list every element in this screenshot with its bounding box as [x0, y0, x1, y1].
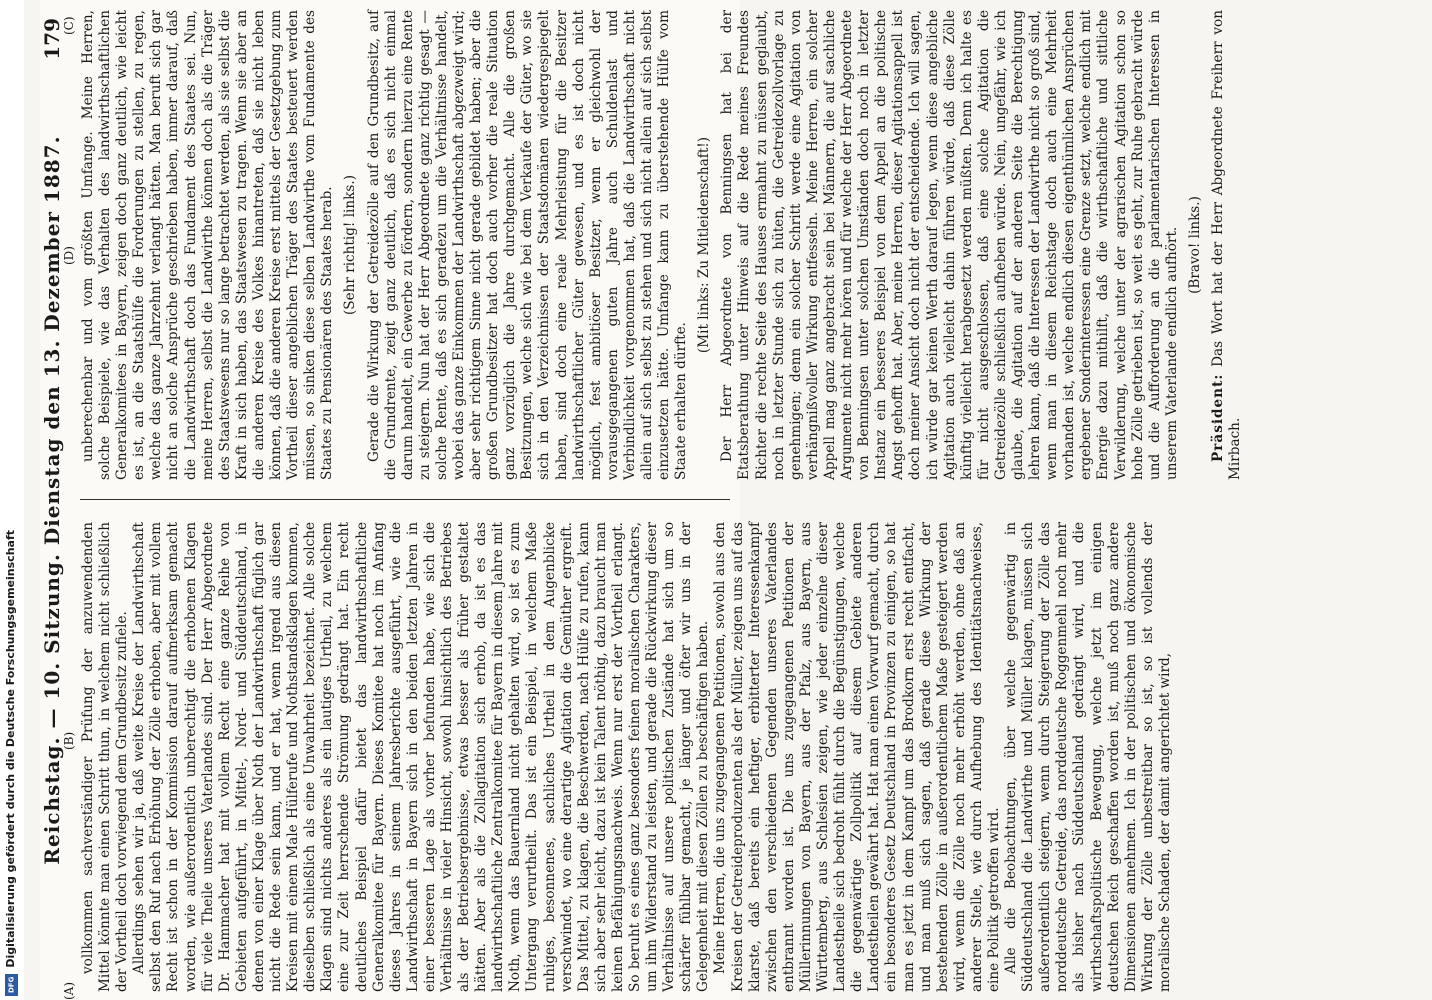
paragraph: Der Herr Abgeordnete von Benningsen hat bei der Etatsberathung unter Hinweis auf die Rede meines Freundes Richter die rechte Seite des Hauses ermahnt zu müssen geglaubt, noch in letzter Stunde sich zu hüten, die Getreidezollvorlage zu genehmigen; denn ein solcher Schritt werde eine Agitation von verhängnißvoller Wirkung entfesseln. Meine Herren, ein solcher Appell mag ganz angebracht sein bei Männern, die auf sachliche Argumente nicht mehr hören und für welche der Herr Abgeordnete von Benningsen unter solchen Umständen doch noch in letzter Instanz ein besseres Beispiel von dem Appell an die politische Angst gehofft hat. Aber, meine Herren, dieser Agitationsappell ist doch meiner Ansicht doch nicht der entscheidende. Ich will sagen, ich würde gar keinen Werth darauf legen, wenn diese angebliche Agitation auch vielleicht dahin führen würde, daß diese Zölle künftig vielleicht herabgesetzt werden müßten. Denn ich halte es für nicht ausgeschlossen, daß eine solche Agitation die Getreidezölle schließlich aufheben würde. Nein, ungefähr, wie ich glaube, die Agitation auf der anderen Seite die Berechtigung lehren kann, daß die Interessen der Landwirthe nicht so groß sind, wenn man in diesem Reichstage doch auch eine Mehrheit vorhanden ist, welche endlich diesen eigenthümlichen Ansprüchen ergebener Sonderinteressen eine Grenze setzt, welche endlich mit Energie dazu mithilft, daß die wirthschaftliche und sittliche Verwilderung, welche unter der agrarischen Agitation schon so hohe Zölle getrieben ist, so weit es geht, zur Ruhe gebracht würde und die Aufforderung an die parlamentarischen Interessen in unserem Vaterlande endlich aufhört.	[719, 10, 1180, 480]
running-title: Reichstag. — 10. Sitzung. Dienstag den 13. Dezember 1887.	[40, 135, 64, 865]
interjection: (Bravo! links.)	[1186, 196, 1203, 294]
paragraph: Alle die Beobachtungen, über welche gegenwärtig in Süddeutschland die Landwirthe und Müller klagen, müssen sich außerordentlich steigern, wenn durch Steigerung der Zölle das norddeutsche Getreide, das norddeutsche Roggenmehl noch mehr als bisher nach Süddeutschland gedrängt wird, und die wirthschaftspolitische Bewegung, welche jetzt im einigen deutschen Reich geschaffen worden ist, muß noch ganz andere Dimensionen annehmen. Ich in der politischen und ökonomische Wirkung der Zölle unbestreitbar so ist, so ist vollends der moralische Schaden, der damit angerichtet wird,	[1003, 522, 1173, 992]
dfg-logo: DFG	[5, 974, 18, 996]
paragraph: unberechenbar und vom größten Umfange. Meine Herren, solche Beispiele, wie das Verhalten des landwirthschaftlichen Generalkomitees in Bayern, zeigen doch ganz deutlich, wie leicht es ist, an die Staatshülfe die Forderungen zu stellen, zu regen, welche das ganze Jahrzehnt verlangt hätten. Man beruft sich gar nicht an solche Ansprüche geschrieben haben, immer darauf, daß die Landwirthschaft doch das Fundament des Staates sei. Nun, meine Herren, selbst die Landwirthe können doch als die Träger des Staatswesens nur so lange betrachtet werden, als sie selbst die Kraft in sich haben, das Staatswesen zu tragen. Wenn sie aber an die anderen Kreise des Volkes hinantreten, daß sie nicht leben können, daß die anderen Kreise erst mittels der Gesetzgebung zum Vortheil dieser angeblichen Träger des Staates besteuert werden müssen, so sinken diese selben Landwirthe vom Fundamente des Staates zu Pensionären des Staates herab.	[80, 10, 336, 480]
margin-marker-b: (B)	[62, 731, 76, 750]
paragraph: Allerdings sehen wir ja, daß weite Kreise der Landwirthschaft selbst den Ruf nach Erhöhung der Zölle erhoben, aber mit vollem Recht ist schon in der Kommission darauf aufmerksam gemacht worden, wie außerordentlich unberechtigt die erhobenen Klagen für viele Theile unseres Vaterlandes sind. Der Herr Abgeordnete Dr. Hammacher hat mit vollem Recht eine ganze Reihe von Gebieten aufgeführt, in Mittel-, Nord- und Süddeutschland, in denen von einer Klage über Noth der Landwirthschaft füglich gar nicht die Rede sein kann, und er hat, wenn irgend aus diesen Kreisen mit einem Male Hülferufe und Nothstandsklagen kommen, dieselben schließlich als eine Unwahrheit bezeichnet. Alle solche Klagen sind nichts anderes als ein lautiges Urtheil, zu welchem eine zur Zeit herrschende Strömung gedrängt hat. Ein recht deutliches Beispiel dafür bietet das landwirthschaftliche Generalkomitee für Bayern. Dieses Komitee hat noch im Anfang dieses Jahres in seinem Jahresberichte ausgeführt, wie die Landwirthschaft in Bayern sich in den beiden letzten Jahren in einer besseren Lage als vorher befunden habe, wie sich die Verhältnisse in vieler Hinsicht, sowohl hinsichtlich des Betriebes als der Betriebsergebnisse, etwas besser als früher gestaltet hätten. Aber als die Zollagitation sich erhob, da ist es das landwirthschaftliche Zentralkomitee für Bayern in diesem Jahre mit Noth, wenn das Bauernland nicht gehalten wird, so ist es zum Untergang verurtheilt. Das ist ein Beispiel, in welchem Maße ruhiges, besonnenes, sachliches Urtheil in dem Augenblicke verschwindet, wo eine derartige Agitation die Gemüther ergreift. Das Mittel, zu klagen, die Beschwerden, nach Hülfe zu rufen, kann sich aber sehr leicht, dazu ist kein Talent nöthig, dazu braucht man keinen Befähigungsnachweis. Wenn nur erst der Vortheil erlangt. So beruht es eines ganz besonders feinen moralischen Charakters, um ihm Widerstand zu leisten, und gerade die Rückwirkung dieser Verhältnisse auf unsere politischen Zustände hat sich um so schärfer fühlbar gemacht, je länger und öfter wir uns in der Gelegenheit mit diesen Zöllen zu beschäftigen haben.	[131, 522, 712, 992]
margin-marker-d: (D)	[62, 246, 76, 265]
paragraph: Meine Herren, die uns zugegangenen Petitionen, sowohl aus den Kreisen der Getreideproduzenten als der Müller, zeigen uns auf das klarste, daß bereits ein heftiger, erbitterter Interessenkampf zwischen den verschiedenen Gegenden unseres Vaterlandes entbrannt worden ist. Die uns zugegangenen Petitionen der Müllerinnungen von Bayern, aus der Pfalz, aus Bayern, aus Württemberg, aus Schlesien zeigen, wie jeder einzelne dieser Landestheile sich bedroht fühlt durch die Begünstigungen, welche die gegenwärtige Zollpolitik auf diesem Gebiete anderen Landestheilen gewährt hat. Hat man einen Vorwurf gemacht, durch ein besonderes Gesetz Deutschland in Provinzen zu einigen, so hat man es jetzt in dem Kampf um das Brodkorn erst recht entfacht, und man muß sich sagen, daß gerade diese Wirkung der bestehenden Zölle in außerordentlichem Maße gesteigert werden wird, wenn die Zölle noch mehr erhöht werden, ohne daß an anderer Stelle, wie durch Aufhebung des Identitätsnachweises, eine Politik getroffen wird.	[712, 522, 1002, 992]
margin-marker-a: (A)	[62, 981, 76, 1000]
left-column	[80, 10, 1244, 480]
paragraph: Gerade die Wirkung der Getreidezölle auf den Grundbesitz, auf die Grundrente, zeigt ganz deutlich, daß es sich nicht einmal darum handelt, ein Gewerbe zu fördern, sondern hierzu eine Rente zu steigern. Nun hat der Herr Abgeordnete ganz richtig gesagt — solche Rente, daß es sich geradezu um die Verhältnisse handelt, wobei das ganze Einkommen der Landwirthschaft abgezweigt wird; aber sehr richtigem Sinne nicht gerade gebildet haben; aber die großen Grundbesitzer hat doch auch vorher die reale Situation ganz vorzüglich die Jahre durchgemacht. Alle die großen Besitzungen, welche sich wie bei dem Verkaufe der Güter, wo sie sich in den Verzeichnissen der Staatsdomänen wiedergespiegelt haben, sind doch eine reale Mehrleistung für die Besitzer landwirthschaftlicher Güter gewesen, und es ist doch nicht möglich, fest ambitiöser Besitzer, wenn er gleichwohl der vorausgegangenen guten Jahre auch Schuldenlast und Verbindlichkeit vorgenommen hat, daß die Landwirthschaft nicht allein auf sich selbst zu stehen und sich nicht allein auf sich selbst einzusetzen hätte. Umfange kann zu überstehende Hülfe vom Staate erhalten dürfte.	[365, 10, 690, 480]
newspaper-page	[40, 0, 1244, 1000]
paragraph: vollkommen sachverständiger Prüfung der anzuwendenden Mittel könnte man einen Schritt thun, in welchem nicht schließlich der Vortheil doch vorwiegend dem Grundbesitz zufiele.	[80, 522, 131, 992]
speaker-label: Präsident:	[1210, 373, 1226, 462]
margin-marker-c: (C)	[62, 16, 76, 35]
footer-credit: Digitalisierung gefördert durch die Deutsche Forschungsgemeinschaft	[4, 530, 17, 968]
right-column	[80, 522, 1173, 992]
closing-remark	[1210, 10, 1244, 480]
page-header	[40, 0, 66, 1000]
digitization-footer	[0, 0, 24, 1000]
interjection: (Sehr richtig! links.)	[342, 174, 359, 316]
closing-text: Das Wort hat der Herr Abgeordnete Freiherr von Mirbach.	[1210, 10, 1244, 480]
interjection: (Mit links: Zu Mitleidenschaft!)	[696, 136, 713, 354]
column-divider	[80, 499, 730, 500]
page-number: 179	[40, 18, 64, 60]
